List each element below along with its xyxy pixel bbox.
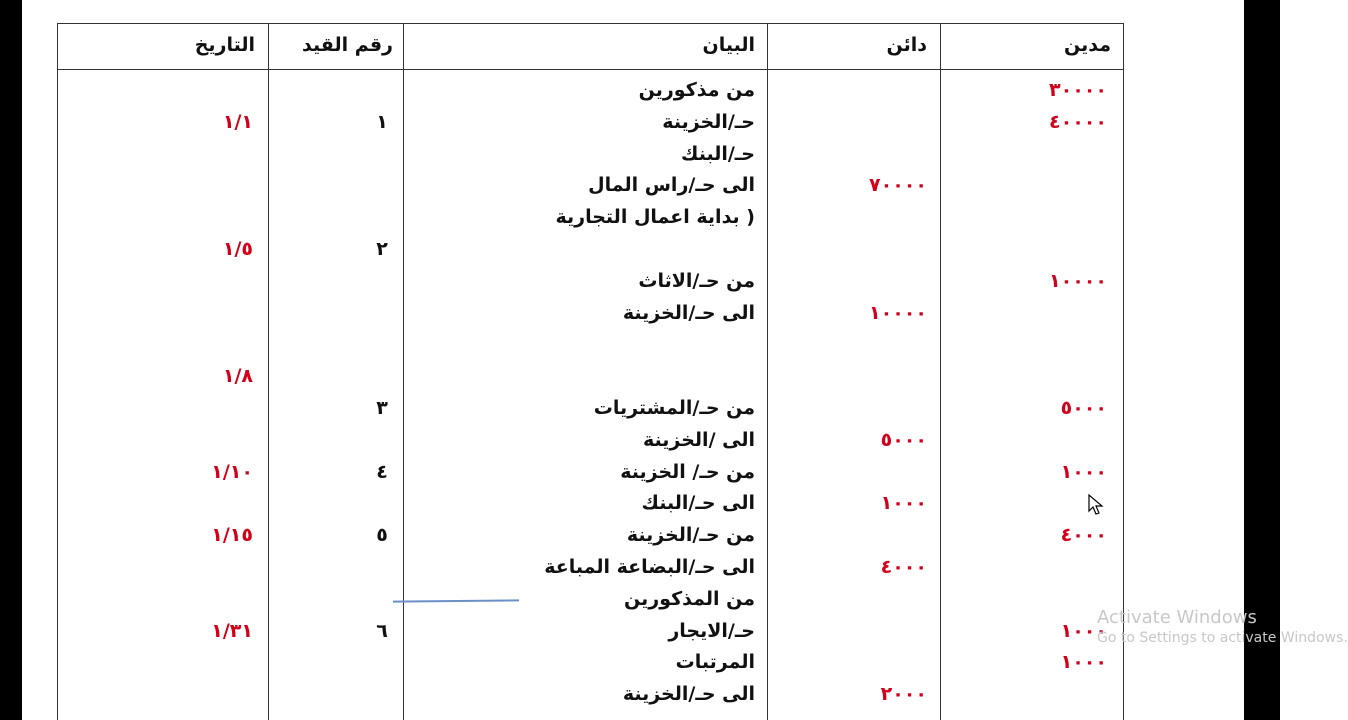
header-debit: مدين xyxy=(1064,34,1111,56)
entry-number: ٣ xyxy=(376,397,388,419)
entry-number: ٤ xyxy=(376,461,388,483)
header-date: التاريخ xyxy=(194,34,255,56)
description: الى حـ/البنك xyxy=(641,492,755,514)
debit-amount: ٤٠٠٠٠ xyxy=(1049,111,1107,133)
col-divider-date-entry xyxy=(268,23,269,720)
entry-number: ٢ xyxy=(376,238,388,260)
credit-amount: ١٠٠٠ xyxy=(880,492,927,514)
description: حـ/البنك xyxy=(681,143,755,165)
entry-date: ١/٨ xyxy=(222,365,253,387)
description: من المذكورين xyxy=(624,588,755,610)
entry-date: ١/٥ xyxy=(222,238,253,260)
debit-amount: ١٠٠٠ xyxy=(1060,461,1107,483)
debit-amount: ١٠٠٠ xyxy=(1060,620,1107,642)
col-divider-desc-credit xyxy=(767,23,768,720)
description: بداية اعمال التجارية ) xyxy=(555,206,755,228)
entry-number: ١ xyxy=(376,111,388,133)
credit-amount: ٥٠٠٠ xyxy=(880,429,927,451)
col-divider-credit-debit xyxy=(940,23,941,720)
watermark-title: Activate Windows xyxy=(1097,607,1257,628)
description: الى حـ/الخزينة xyxy=(622,302,755,324)
description: الى حـ/الخزينة xyxy=(622,683,755,705)
entry-date: ١/٣١ xyxy=(211,620,253,642)
credit-amount: ٤٠٠٠ xyxy=(880,556,927,578)
header-description: البيان xyxy=(702,34,755,56)
credit-amount: ٧٠٠٠٠ xyxy=(869,174,927,196)
description: الى حـ/البضاعة المباعة xyxy=(544,556,755,578)
activate-windows-watermark xyxy=(1097,607,1348,646)
debit-amount: ١٠٠٠ xyxy=(1060,651,1107,673)
description: من حـ/ الخزينة xyxy=(620,461,755,483)
debit-amount: ١٠٠٠٠ xyxy=(1049,270,1107,292)
table-left-border xyxy=(57,23,58,720)
letterbox-left xyxy=(0,0,22,720)
debit-amount: ٤٠٠٠ xyxy=(1060,524,1107,546)
watermark-subtitle: Go to Settings to activate Windows. xyxy=(1097,630,1348,646)
entry-date: ١/١٠ xyxy=(211,461,253,483)
description: الى /الخزينة xyxy=(643,429,755,451)
description: حـ/الخزينة xyxy=(662,111,755,133)
col-divider-entry-desc xyxy=(403,23,404,720)
header-entry-number: رقم القيد xyxy=(302,34,393,56)
header-bottom-border xyxy=(57,69,1124,70)
mouse-cursor-icon xyxy=(1088,494,1104,516)
debit-amount: ٥٠٠٠ xyxy=(1060,397,1107,419)
description: من حـ/المشتريات xyxy=(593,397,755,419)
description: الى حـ/راس المال xyxy=(588,174,755,196)
credit-amount: ١٠٠٠٠ xyxy=(869,302,927,324)
description: المرتبات xyxy=(675,651,755,673)
entry-number: ٦ xyxy=(376,620,388,642)
entry-date: ١/١٥ xyxy=(211,524,253,546)
description: من مذكورين xyxy=(638,79,755,101)
entry-date: ١/١ xyxy=(222,111,253,133)
debit-amount: ٣٠٠٠٠ xyxy=(1049,79,1107,101)
description: من حـ/الخزينة xyxy=(626,524,755,546)
header-credit: دائن xyxy=(886,34,927,56)
description: من حـ/الاثاث xyxy=(638,270,755,292)
entry-number: ٥ xyxy=(376,524,388,546)
credit-amount: ٢٠٠٠ xyxy=(880,683,927,705)
journal-table xyxy=(57,23,1124,720)
description: حـ/الايجار xyxy=(668,620,755,642)
